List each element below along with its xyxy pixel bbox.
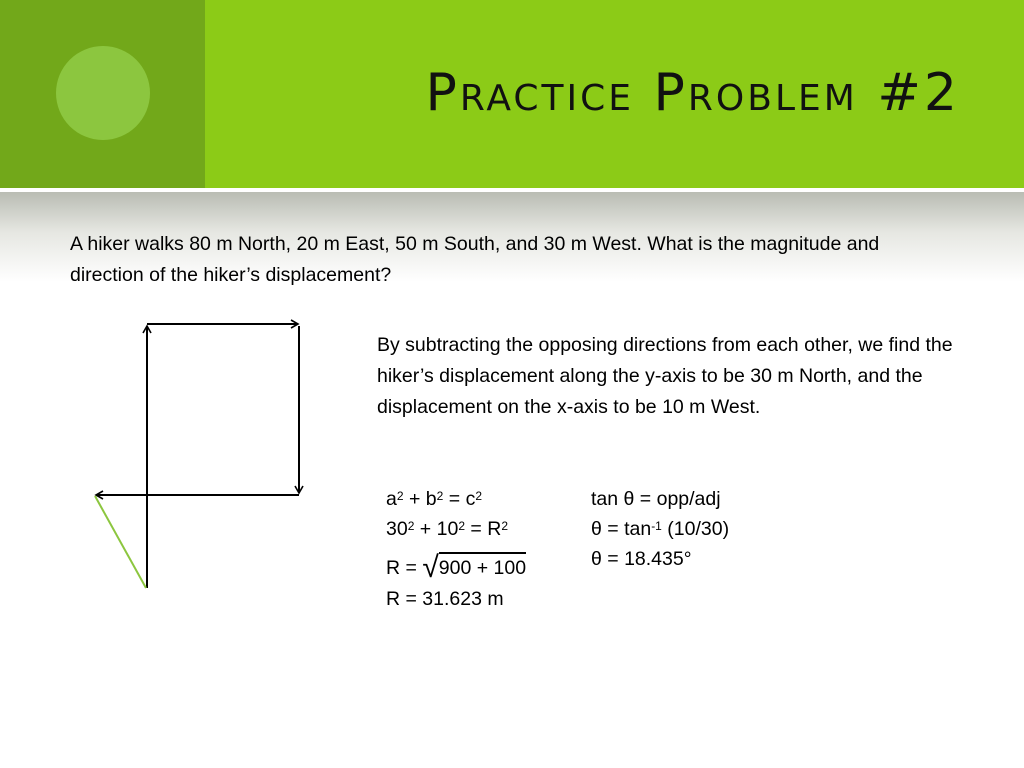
pythagoras-line-4: R = 31.623 m — [386, 588, 504, 610]
slide-title: Practice Problem #2 — [425, 63, 960, 123]
problem-statement: A hiker walks 80 m North, 20 m East, 50 m South, and 30 m West. What is the magnitude and direction of the hiker’s displacement? — [70, 233, 880, 286]
solution-explanation: By subtracting the opposing directions from each other, we find the hiker’s displacement along the y-axis to be 30 m North, and the displacement on the x-axis to be 10 m West. — [377, 334, 953, 418]
displacement-diagram — [80, 310, 320, 600]
trig-line-1: tan θ = opp/adj — [591, 488, 721, 510]
pythagoras-line-1: $a^2 + b^2 = c^2$ — [386, 488, 482, 510]
square-root-sign: √ — [422, 551, 439, 584]
pythagoras-line-3: R = √900 + 100 — [386, 551, 527, 584]
trig-line-3: θ = 18.435° — [591, 548, 692, 570]
header-circle-decoration — [56, 46, 150, 140]
trig-block — [591, 484, 729, 574]
pythagoras-line-2: $30^2 + 10^2 = R^2$ — [386, 518, 509, 540]
resultant-vector — [95, 496, 146, 588]
radicand: 900 + 100 — [439, 552, 526, 580]
trig-line-2: $\theta = \tan^{-1} (10/30)$ — [591, 518, 730, 540]
pythagoras-block — [386, 484, 526, 614]
